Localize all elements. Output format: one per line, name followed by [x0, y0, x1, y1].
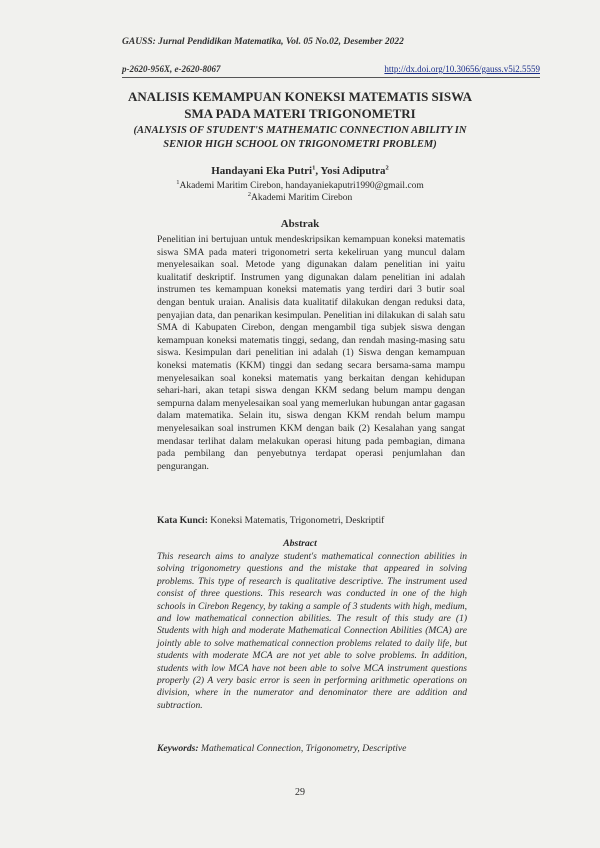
affiliation-2-sup: 2	[247, 190, 251, 198]
kata-kunci	[157, 515, 487, 526]
english-title	[80, 124, 520, 151]
kata-kunci-label: Kata Kunci:	[157, 515, 208, 526]
author-2: Yosi Adiputra	[320, 165, 386, 177]
page-number: 29	[295, 787, 305, 798]
author-2-sup: 2	[385, 164, 389, 172]
abstrak-heading: Abstrak	[280, 218, 320, 230]
author-list	[60, 165, 540, 177]
affiliation-2	[60, 192, 540, 204]
kata-kunci-text: Koneksi Matematis, Trigonometri, Deskriptif	[207, 515, 385, 526]
affiliations	[60, 180, 540, 204]
title-line-2: SMA PADA MATERI TRIGONOMETRI	[184, 106, 416, 121]
keywords	[157, 743, 487, 754]
header-rule	[122, 77, 540, 78]
author-1: Handayani Eka Putri	[211, 165, 313, 177]
affiliation-1	[60, 180, 540, 192]
affiliation-1-sup: 1	[176, 178, 180, 186]
abstrak-body: Penelitian ini bertujuan untuk mendeskripsikan kemampuan koneksi matematis siswa SMA pada materi trigonometri serta kekeliruan yang muncul dalam menyelesaikan soal. Metode yang digunakan dalam penelitian ini yaitu kualitatif deskriptif. Instrumen yang digunakan dalam penelitian ini adalah instrumen tes kemampuan koneksi matematis yang terdiri dari 3 butir soal dengan bentuk uraian. Analisis data kualitatif dilakukan dengan reduksi data, penyajian data, dan penarikan kesimpulan. Penelitian ini dilakukan di salah satu SMA di Kabupaten Cirebon, dengan mengambil tiga subjek siswa dengan kemampuan koneksi matematis tinggi, sedang, dan rendah masing-masing satu siswa. Kesimpulan dari penelitian ini adalah (1) Siswa dengan kemampuan koneksi matematis (KKM) tinggi dan sedang secara bersama-sama mampu menyelesaikan soal koneksi matematis yang berkaitan dengan kehidupan sehari-hari, akan tetapi siswa dengan KKM sedang belum mampu dengan sempurna dalam menyelesaikan soal yang memerlukan hubungan antar gagasan dalam matematika. Selain itu, siswa dengan KKM rendah belum mampu menyelesaikan soal instrumen KKM dengan baik (2) Kesalahan yang sangat mendasar terlihat dalam melakukan operasi hitung pada pembagian, dimana pada pembilang dan penyebutnya terdapat operasi penjumlahan dan pengurangan.	[157, 234, 465, 472]
affiliation-2-text: Akademi Maritim Cirebon	[250, 193, 353, 203]
abstract-body: This research aims to analyze student's mathematical connection abilities in solving trigonometry questions and the mistake that appeared in solving problems. This type of research is qualitative descriptive. The instrument used consist of three questions. This research was conducted in one of the high schools in Cirebon Regency, by taking a sample of 3 students with high, medium, and low mathematical connection abilities. The result of this study are (1) Students with high and moderate Mathematical Connection Abilities (MCA) are jointly able to solve mathematical connection problems related to daily life, but students with moderate MCA are not yet able to solve problems. In addition, students with low MCA have not been able to solve MCA instrument questions properly (2) A very basic error is seen in performing arithmetic operations on division, where in the numerator and denominator there are addition and subtraction.	[157, 552, 467, 711]
paper-title	[60, 88, 540, 122]
affiliation-1-text: Akademi Maritim Cirebon, handayaniekaputri1990@gmail.com	[179, 181, 424, 191]
title-line-1: ANALISIS KEMAMPUAN KONEKSI MATEMATIS SISWA	[127, 89, 473, 104]
keywords-label: Keywords:	[157, 743, 199, 754]
author-separator: ,	[315, 165, 321, 177]
issn-text: p-2620-956X, e-2620-8067	[122, 64, 221, 74]
english-title-line-1: (ANALYSIS OF STUDENT'S MATHEMATIC CONNECTION ABILITY IN	[133, 125, 467, 136]
author-1-sup: 1	[312, 164, 316, 172]
journal-header: GAUSS: Jurnal Pendidikan Matematika, Vol. 05 No.02, Desember 2022	[122, 37, 404, 47]
english-title-line-2: SENIOR HIGH SCHOOL ON TRIGONOMETRI PROBLEM)	[163, 138, 437, 150]
doi-link[interactable]: http://dx.doi.org/10.30656/gauss.v5i2.5559	[384, 64, 540, 74]
keywords-text: Mathematical Connection, Trigonometry, Descriptive	[198, 743, 407, 754]
abstract-heading: Abstract	[283, 538, 317, 549]
